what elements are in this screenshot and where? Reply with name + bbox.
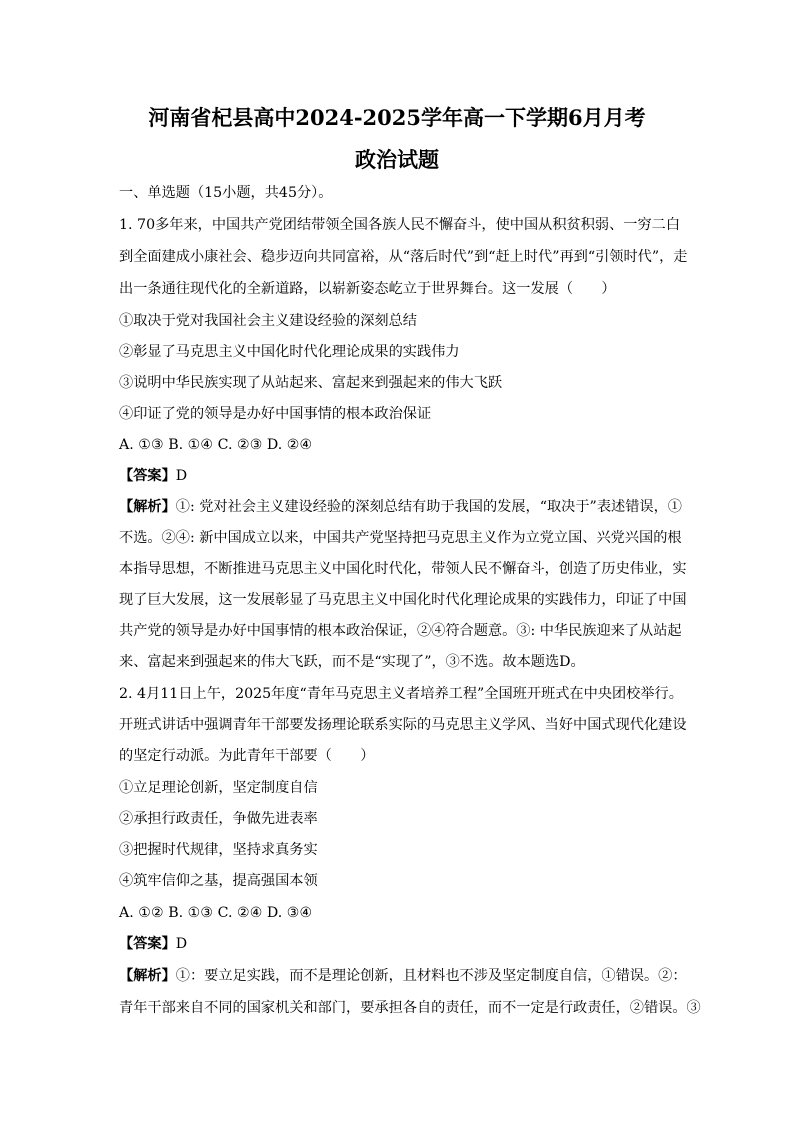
analysis-label: 【解析】 — [119, 968, 176, 984]
q2-analysis-line — [119, 966, 687, 986]
answer-label: 【答案】 — [119, 468, 176, 484]
q1-analysis-line — [119, 497, 682, 517]
q2-option: ④筑牢信仰之基，提高强国本领 — [119, 873, 318, 889]
q2-option: ③把握时代规律，坚持求真务实 — [119, 842, 318, 858]
q1-choices: A. ①③ B. ①④ C. ②③ D. ②④ — [119, 437, 313, 453]
q2-stem-line: 开班式讲话中强调青年干部要发扬理论联系实际的马克思主义学风、当好中国式现代化建设 — [119, 717, 687, 733]
q1-option: ③说明中华民族实现了从站起来、富起来到强起来的伟大飞跃 — [119, 375, 503, 391]
q1-stem-line: 出一条通往现代化的全新道路，以崭新姿态屹立于世界舞台。这一发展（ ） — [119, 281, 616, 297]
q2-analysis-line: 青年干部来自不同的国家机关和部门，要承担各自的责任，而不一定是行政责任，②错误。③ — [119, 1000, 701, 1016]
q1-analysis-text: ①: 党对社会主义建设经验的深刻总结有助于我国的发展，“取决于”表述错误，① — [175, 499, 682, 515]
q2-answer-value: D — [175, 936, 188, 952]
q1-answer-value: D — [175, 468, 188, 484]
q1-analysis-line: 不选。②④: 新中国成立以来，中国共产党坚持把马克思主义作为立党立国、兴党兴国的根 — [119, 530, 682, 546]
q1-stem-line: 1. 70多年来，中国共产党团结带领全国各族人民不懈奋斗，使中国从积贫积弱、一穷二白 — [119, 217, 681, 233]
q2-choices: A. ①② B. ①③ C. ②④ D. ③④ — [119, 905, 313, 921]
q1-option: ①取决于党对我国社会主义建设经验的深刻总结 — [119, 313, 417, 329]
q2-option: ①立足理论创新，坚定制度自信 — [119, 780, 318, 796]
q1-analysis-line: 现了巨大发展，这一发展彰显了马克思主义中国化时代化理论成果的实践伟力，印证了中国 — [119, 592, 687, 608]
q1-analysis-line: 来、富起来到强起来的伟大飞跃，而不是“实现了”，③不选。故本题选D。 — [119, 654, 585, 670]
analysis-label: 【解析】 — [119, 499, 176, 515]
q1-option: ②彰显了马克思主义中国化时代化理论成果的实践伟力 — [119, 344, 460, 360]
q2-stem-line: 的坚定行动派。为此青年干部要（ ） — [119, 748, 375, 764]
page-title: 河南省杞县高中2024-2025学年高一下学期6月月考 — [148, 105, 646, 130]
answer-label: 【答案】 — [119, 936, 176, 952]
q2-stem-line: 2. 4月11日上午，2025年度“青年马克思主义者培养工程”全国班开班式在中央团校举行。 — [119, 686, 683, 702]
q1-analysis-line: 共产党的领导是办好中国事情的根本政治保证，②④符合题意。③: 中华民族迎来了从站起 — [119, 623, 682, 639]
q2-option: ②承担行政责任，争做先进表率 — [119, 811, 318, 827]
section-heading: 一、单选题（15小题，共45分）。 — [119, 185, 333, 201]
q2-answer — [119, 934, 679, 954]
q1-analysis-line: 本指导思想，不断推进马克思主义中国化时代化，带领人民不懈奋斗，创造了历史伟业，实 — [119, 561, 687, 577]
q1-option: ④印证了党的领导是办好中国事情的根本政治保证 — [119, 406, 432, 422]
page-subtitle: 政治试题 — [355, 147, 439, 172]
q2-analysis-text: ①：要立足实践，而不是理论创新，且材料也不涉及坚定制度自信，①错误。②： — [175, 968, 687, 984]
q1-answer — [119, 466, 679, 486]
q1-stem-line: 到全面建成小康社会、稳步迈向共同富裕，从“落后时代”到“赶上时代”再到“引领时代”，走 — [119, 249, 688, 265]
